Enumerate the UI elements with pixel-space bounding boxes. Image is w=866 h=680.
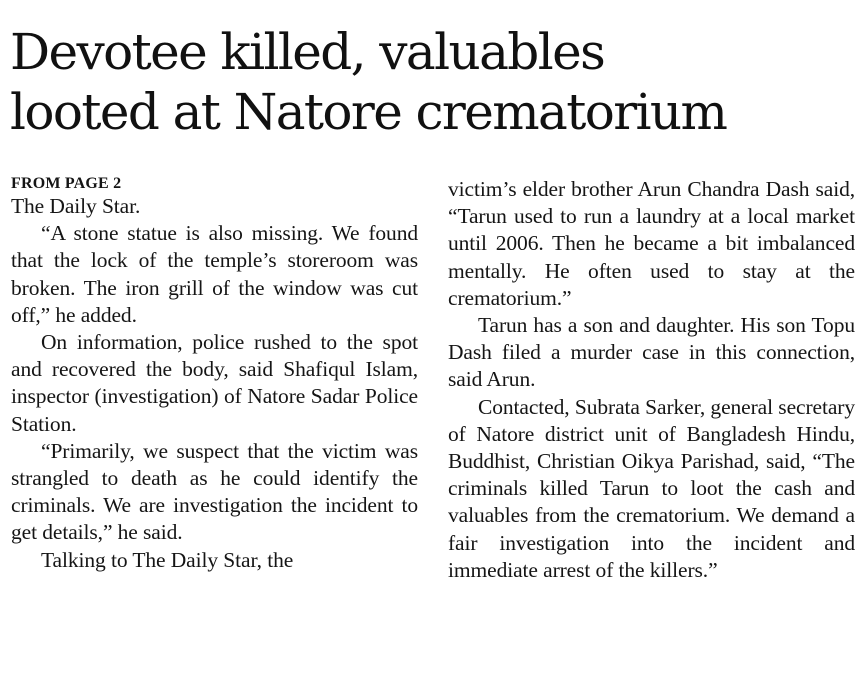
paragraph: Talking to The Daily Star, the [41, 547, 294, 572]
paragraph: On information, police rushed to the spot and recovered the body, said Shafiqul Islam, inspector (investigation) of Natore Sadar Police Station. [11, 330, 418, 436]
headline-line-2: looted at Natore crematorium [10, 83, 727, 141]
paragraph: “Primarily, we suspect that the victim was strangled to death as he could identify the criminals. We are investigation the incident to get details,” he said. [11, 438, 418, 545]
article-column-left [11, 174, 418, 574]
paragraph-continuation: victim’s elder brother Arun Chandra Dash said, “Tarun used to run a laundry at a local market until 2006. Then he became a bit imbalanced mentally. He often used to stay at the crematorium.” [448, 177, 855, 310]
headline [10, 22, 860, 142]
headline-line-1: Devotee killed, valuables [10, 23, 605, 81]
paragraph: Tarun has a son and daughter. His son Topu Dash filed a murder case in this connection, said Arun. [448, 313, 855, 392]
dateline: FROM PAGE 2 [11, 175, 122, 192]
paragraph: “A stone statue is also missing. We found that the lock of the temple’s storeroom was broken. The iron grill of the window was cut off,” he added. [11, 221, 418, 327]
paragraph-continuation: The Daily Star. [11, 194, 141, 218]
article-column-right [448, 176, 855, 584]
paragraph: Contacted, Subrata Sarker, general secretary of Natore district unit of Bangladesh Hindu, Buddhist, Christian Oikya Parishad, said, “The criminals killed Tarun to loot the cash and valuables from the crematorium. We demand a fair investigation into the incident and immediate arrest of the killers.” [448, 394, 855, 582]
